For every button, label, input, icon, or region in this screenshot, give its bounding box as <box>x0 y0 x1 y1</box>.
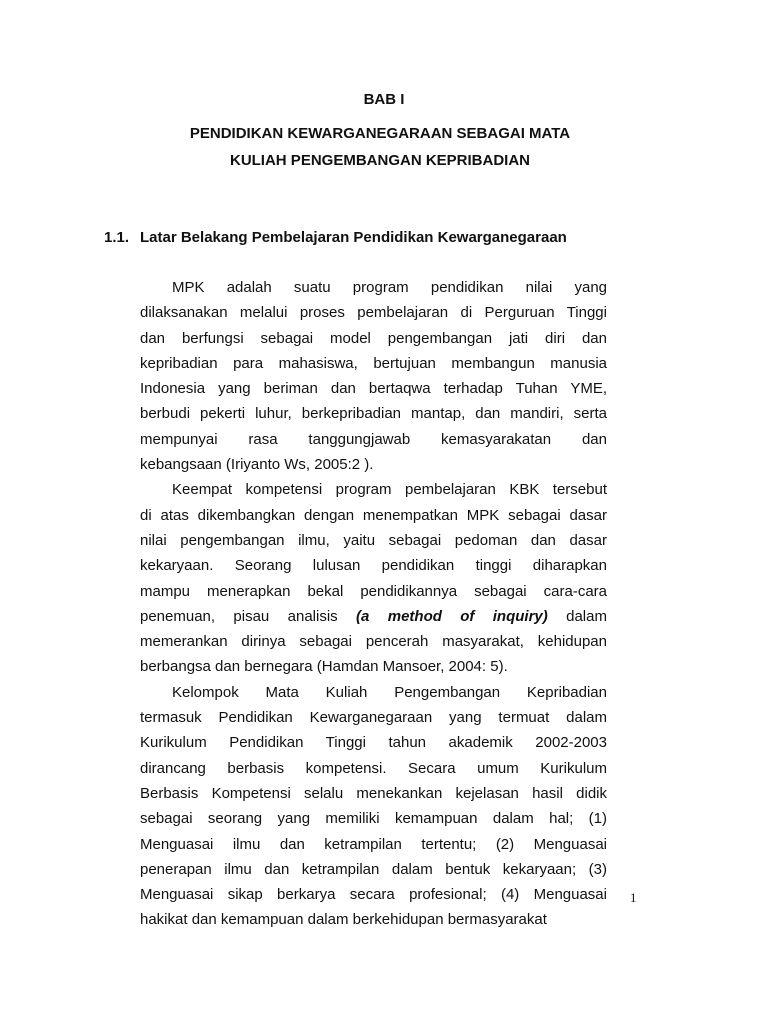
paragraph-2-line-3: nilai pengembangan ilmu, yaitu sebagai pedoman dan dasar <box>140 531 607 549</box>
paragraph-2-line-6 <box>140 604 607 629</box>
body-text <box>140 275 607 933</box>
section-title: Latar Belakang Pembelajaran Pendidikan Kewarganegaraan <box>140 229 567 246</box>
paragraph-2-line-5: mampu menerapkan bekal pendidikannya sebagai cara-cara <box>140 582 607 600</box>
chapter-title-line-2: KULIAH PENGEMBANGAN KEPRIBADIAN <box>229 152 530 169</box>
paragraph-3-line-9: Menguasai sikap berkarya secara profesional; (4) Menguasai <box>140 886 607 904</box>
paragraph-1-line-1: MPK adalah suatu program pendidikan nilai yang <box>172 279 607 296</box>
paragraph-3-line-2: termasuk Pendidikan Kewarganegaraan yang termuat dalam <box>140 709 607 727</box>
paragraph-2-line-8: berbangsa dan bernegara (Hamdan Mansoer, 2004: 5). <box>140 658 508 676</box>
paragraph-1-line-4: kepribadian para mahasiswa, bertujuan membangun manusia <box>140 354 607 372</box>
emphasis-text: (a method of inquiry) <box>356 607 548 625</box>
section-number: 1.1. <box>104 229 130 246</box>
paragraph-3-line-6: sebagai seorang yang memiliki kemampuan dalam hal; (1) <box>140 810 607 828</box>
line-text-after: dalam <box>547 607 607 625</box>
paragraph-3-line-4: dirancang berbasis kompetensi. Secara umum Kurikulum <box>140 759 607 777</box>
paragraph-1-line-2: dilaksanakan melalui proses pembelajaran di Perguruan Tinggi <box>140 304 607 322</box>
paragraph-1-line-7: mempunyai rasa tanggungjawab kemasyarakatan dan <box>140 430 607 448</box>
paragraph-3-line-10: hakikat dan kemampuan dalam berkehidupan bermasyarakat <box>140 911 547 929</box>
paragraph-3-line-1: Kelompok Mata Kuliah Pengembangan Kepribadian <box>172 683 607 701</box>
paragraph-3-line-5: Berbasis Kompetensi selalu menekankan kejelasan hasil didik <box>140 784 607 802</box>
paragraph-2-line-1: Keempat kompetensi program pembelajaran KBK tersebut <box>172 481 607 499</box>
paragraph-2-line-7: memerankan dirinya sebagai pencerah masyarakat, kehidupan <box>140 633 607 651</box>
line-text-before: penemuan, pisau analisis <box>140 607 357 625</box>
paragraph-3-line-7: Menguasai ilmu dan ketrampilan tertentu; (2) Menguasai <box>140 835 607 853</box>
paragraph-1-line-3: dan berfungsi sebagai model pengembangan jati diri dan <box>140 329 607 347</box>
paragraph-1-line-8: kebangsaan (Iriyanto Ws, 2005:2 ). <box>140 456 374 474</box>
paragraph-3-line-8: penerapan ilmu dan ketrampilan dalam bentuk kekaryaan; (3) <box>140 860 607 878</box>
paragraph-3-line-3: Kurikulum Pendidikan Tinggi tahun akademik 2002-2003 <box>140 734 607 752</box>
paragraph-1-line-6: berbudi pekerti luhur, berkepribadian mantap, dan mandiri, serta <box>140 405 607 423</box>
paragraph-2-line-2: di atas dikembangkan dengan menempatkan MPK sebagai dasar <box>140 506 607 524</box>
section-heading <box>104 228 567 248</box>
paragraph-2-line-4: kekaryaan. Seorang lulusan pendidikan tinggi diharapkan <box>140 557 607 575</box>
paragraph-1-line-5: Indonesia yang beriman dan bertaqwa terhadap Tuhan YME, <box>140 380 607 398</box>
chapter-title-line-1: PENDIDIKAN KEWARGANEGARAAN SEBAGAI MATA <box>189 125 571 142</box>
chapter-heading: BAB I <box>363 91 405 108</box>
page-number: 1 <box>630 890 637 905</box>
